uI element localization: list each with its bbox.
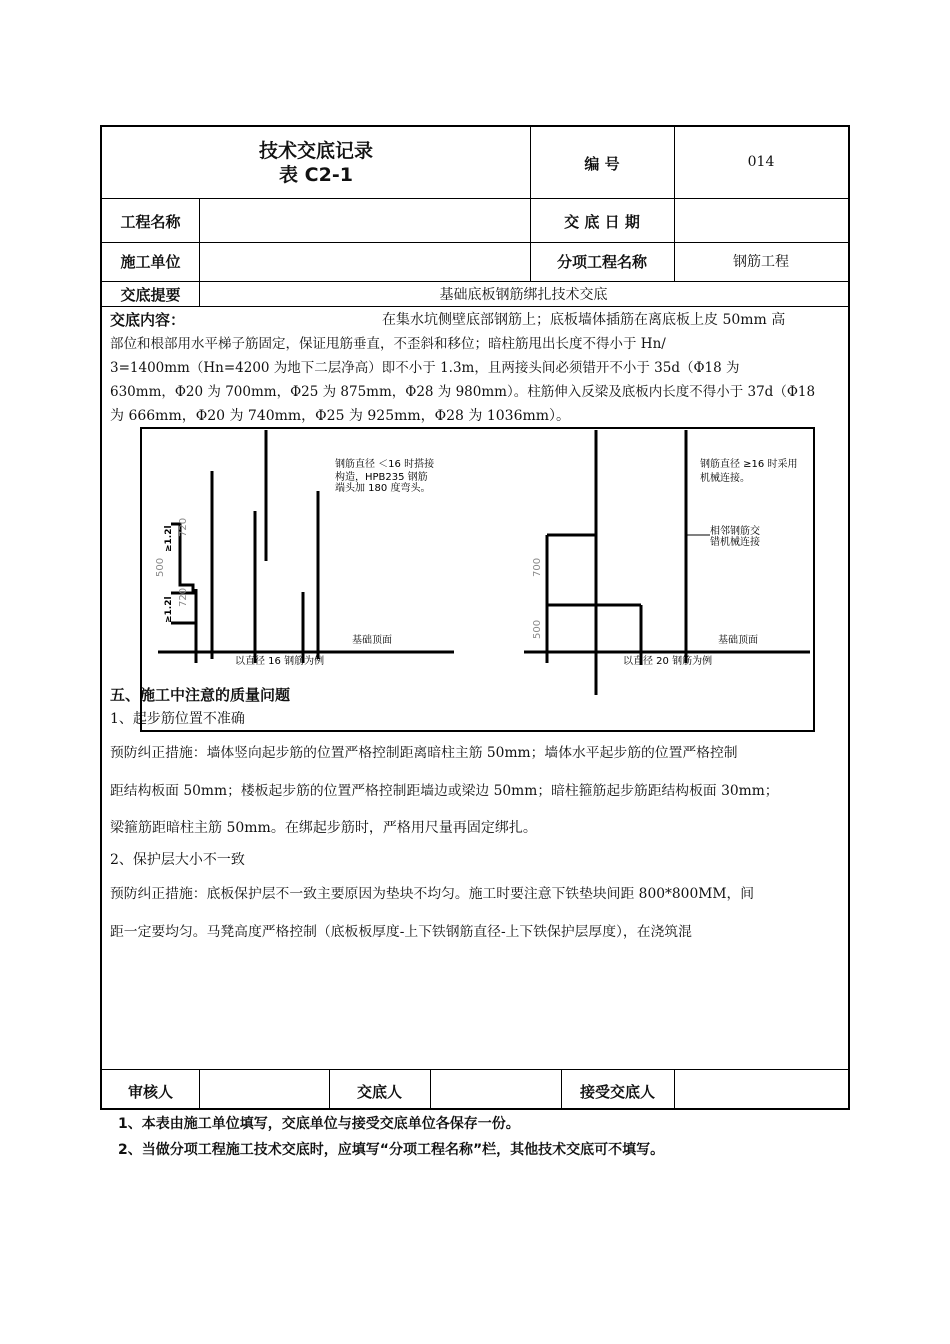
col-divider <box>199 1069 200 1110</box>
footnote: 1、本表由施工单位填写，交底单位与接受交底单位各保存一份。 <box>118 1116 520 1132</box>
reviewer-field[interactable] <box>202 1081 326 1101</box>
right-caption: 以直径 20 钢筋为例 <box>623 656 713 667</box>
form-title-line2: 表 C2-1 <box>279 164 353 186</box>
col-divider <box>430 1069 431 1110</box>
date-label: 交 底 日 期 <box>564 213 640 231</box>
col-divider <box>674 1069 675 1110</box>
left-dim-lower: 720 <box>178 587 189 607</box>
row-divider <box>102 242 848 243</box>
content-line: 3=1400mm（Hn=4200 为地下二层净高）即不小于 1.3m，且两接头间必须错开不小于 35d（Φ18 为 <box>110 360 740 376</box>
content-block <box>110 308 848 428</box>
row-divider <box>102 198 848 199</box>
right-dim-upper: 700 <box>532 557 543 577</box>
left-lap-a: ≥1.2l <box>164 525 174 552</box>
content-line: 630mm，Φ20 为 700mm，Φ25 为 875mm，Φ28 为 980mm）。柱筋伸入反梁及底板内长度不得小于 37d（Φ18 <box>110 384 816 400</box>
row-divider <box>102 1069 848 1070</box>
form-title-line1: 技术交底记录 <box>258 140 373 162</box>
footnote: 2、当做分项工程施工技术交底时，应填写“分项工程名称”栏，其他技术交底可不填写。 <box>118 1142 665 1158</box>
right-dim-lower: 500 <box>532 619 543 639</box>
quality-item-text: 距一定要均匀。马凳高度严格控制（底板板厚度-上下铁钢筋直径-上下铁保护层厚度），在浇筑混 <box>110 924 692 940</box>
left-note: 端头加 180 度弯头。 <box>335 483 431 494</box>
reviewer-label: 审核人 <box>127 1083 173 1101</box>
construction-unit-field[interactable] <box>207 251 522 271</box>
project-name-label: 工程名称 <box>120 213 181 231</box>
receiver-field[interactable] <box>677 1081 845 1101</box>
receiver-label: 接受交底人 <box>579 1083 655 1101</box>
subproject-label: 分项工程名称 <box>556 253 647 271</box>
right-note: 相邻钢筋交 <box>710 526 760 537</box>
quality-heading: 五、施工中注意的质量问题 <box>110 686 291 704</box>
construction-unit-label: 施工单位 <box>120 253 181 271</box>
summary-field[interactable]: 基础底板钢筋绑扎技术交底 <box>439 287 608 303</box>
row-divider <box>102 306 848 307</box>
left-dim-mid: 500 <box>155 557 166 577</box>
number-label: 编 号 <box>584 155 620 173</box>
content-line: 部位和根部用水平梯子筋固定，保证甩筋垂直，不歪斜和移位；暗柱筋甩出长度不得小于 Hn/ <box>110 336 666 352</box>
right-note: 错机械连接 <box>710 537 760 548</box>
left-base-label: 基础顶面 <box>352 635 392 646</box>
quality-item-title: 1、起步筋位置不准确 <box>110 711 245 727</box>
quality-item-text: 距结构板面 50mm；楼板起步筋的位置严格控制距墙边或梁边 50mm；暗柱箍筋起步筋距结构板面 30mm； <box>110 783 779 799</box>
summary-label: 交底提要 <box>120 286 181 304</box>
subproject-field[interactable]: 钢筋工程 <box>733 254 789 270</box>
date-field[interactable] <box>674 211 848 231</box>
right-note: 机械连接。 <box>700 473 750 484</box>
quality-item-title: 2、保护层大小不一致 <box>110 852 245 868</box>
discloser-field[interactable] <box>433 1081 558 1101</box>
discloser-label: 交底人 <box>356 1083 402 1101</box>
content-label: 交底内容： <box>110 311 186 329</box>
left-dim-upper: 720 <box>178 517 189 537</box>
content-line: 在集水坑侧壁底部钢筋上；底板墙体插筋在离底板上皮 50mm 高 <box>382 312 786 328</box>
row-divider <box>102 281 848 282</box>
left-caption: 以直径 16 钢筋为例 <box>235 656 325 667</box>
left-lap-b: ≥1.2l <box>164 596 174 623</box>
quality-item-text: 梁箍筋距暗柱主筋 50mm。在绑起步筋时，严格用尺量再固定绑扎。 <box>110 820 537 836</box>
form-title <box>102 139 530 187</box>
project-name-field[interactable] <box>207 211 522 231</box>
right-note: 钢筋直径 ≥16 时采用 <box>700 459 798 470</box>
left-note: 钢筋直径 ＜16 时搭接 <box>335 459 435 470</box>
quality-item-text: 预防纠正措施：底板保护层不一致主要原因为垫块不均匀。施工时要注意下铁垫块间距 800*800MM，间 <box>110 886 755 902</box>
right-base-label: 基础顶面 <box>718 635 758 646</box>
quality-item-text: 预防纠正措施：墙体竖向起步筋的位置严格控制距离暗柱主筋 50mm；墙体水平起步筋的位置严格控制 <box>110 745 738 761</box>
left-note: 构造，HPB235 钢筋 <box>335 472 428 483</box>
rebar-diagram <box>140 427 816 733</box>
content-line: 为 666mm，Φ20 为 740mm，Φ25 为 925mm，Φ28 为 1036mm）。 <box>110 408 571 424</box>
number-value[interactable]: 014 <box>747 154 775 170</box>
